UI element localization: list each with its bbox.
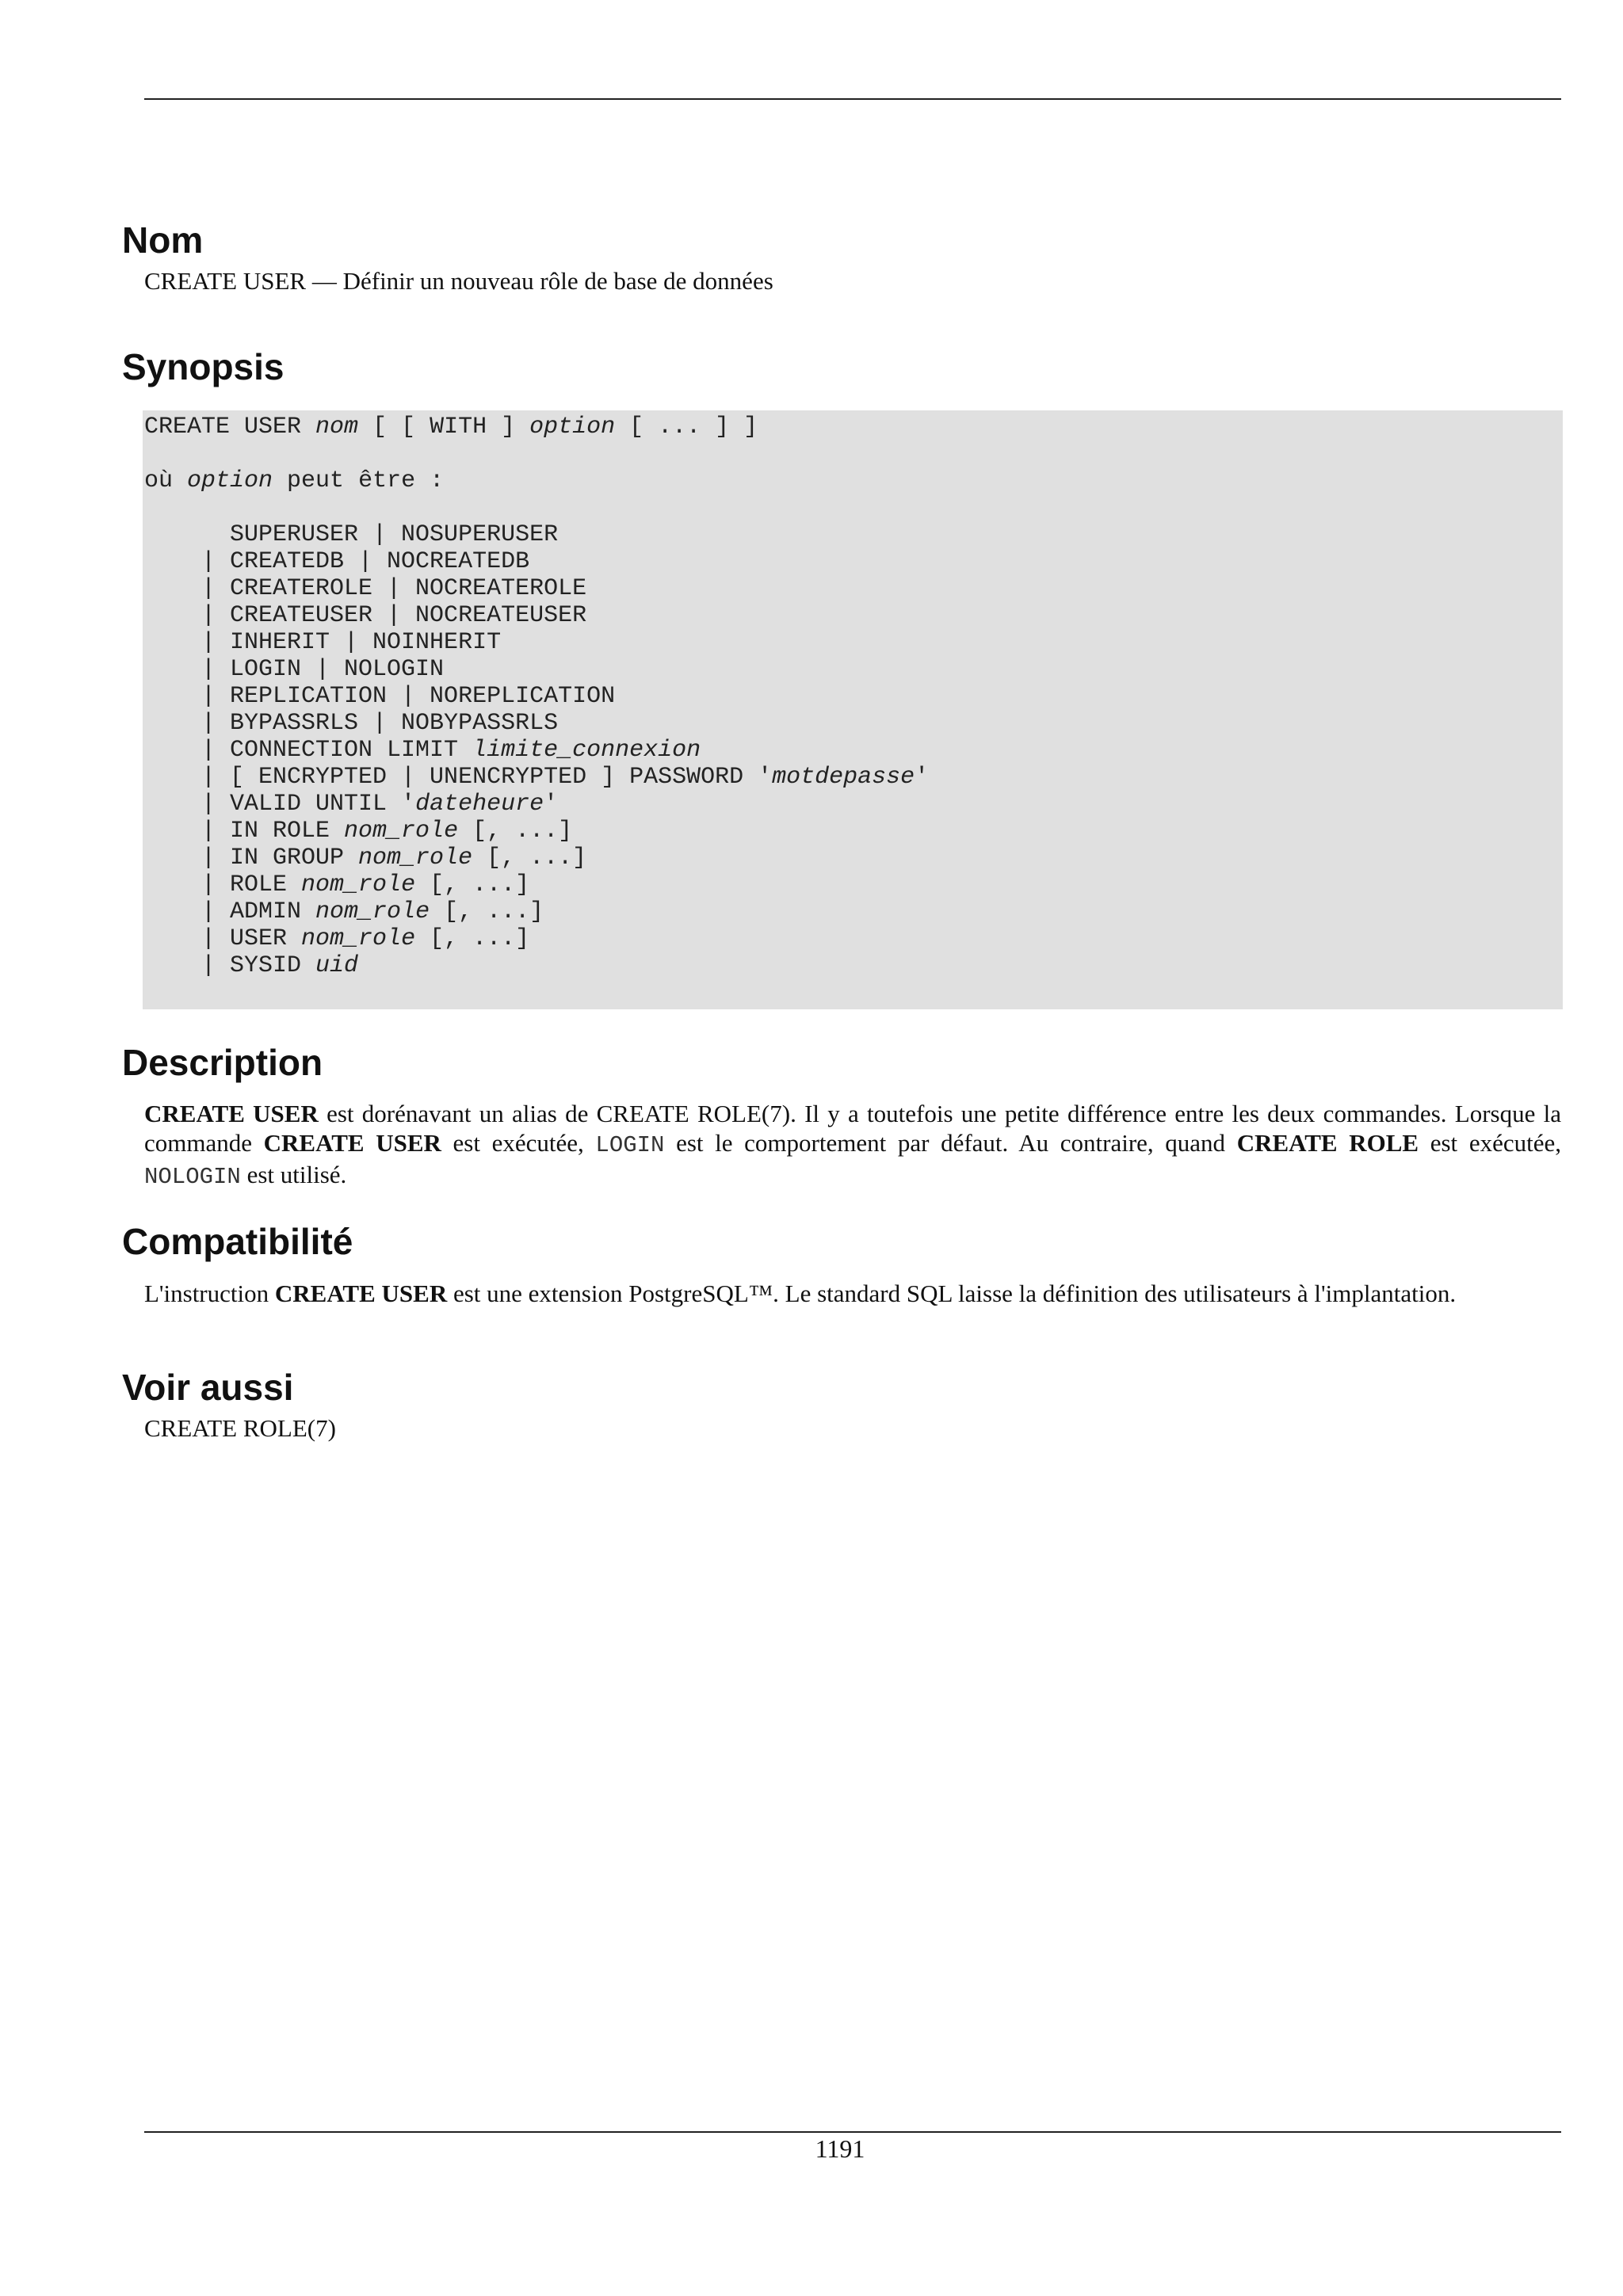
synopsis-text: | USER <box>144 925 302 952</box>
synopsis-line <box>144 683 1563 710</box>
synopsis-text: | VALID UNTIL ' <box>144 791 416 818</box>
synopsis-text: | [ ENCRYPTED | UNENCRYPTED ] PASSWORD ' <box>144 764 773 791</box>
synopsis-text: ' <box>915 764 930 791</box>
synopsis-line <box>144 952 1563 979</box>
synopsis-text: | CONNECTION LIMIT <box>144 737 473 764</box>
synopsis-placeholder: limite_connexion <box>472 737 701 764</box>
synopsis-text: | ADMIN <box>144 898 316 925</box>
section-heading-description: Description <box>122 1042 323 1083</box>
synopsis-line <box>144 818 1563 845</box>
synopsis-placeholder: nom_role <box>344 818 459 845</box>
synopsis-line <box>144 791 1563 818</box>
voir-aussi-text: CREATE ROLE(7) <box>144 1414 336 1442</box>
synopsis-text: [ [ WITH ] <box>358 414 530 441</box>
synopsis-text: CREATE USER <box>144 414 316 441</box>
section-heading-voir-aussi: Voir aussi <box>122 1367 294 1408</box>
compatibilite-paragraph <box>144 1279 1561 1308</box>
description-bold-1: CREATE USER <box>144 1100 319 1127</box>
synopsis-text: ' <box>544 791 559 818</box>
description-bold-3: CREATE ROLE <box>1236 1129 1419 1157</box>
page-number: 1191 <box>815 2134 865 2163</box>
synopsis-text: où <box>144 467 188 494</box>
synopsis-line <box>144 764 1563 791</box>
section-heading-compatibilite: Compatibilité <box>122 1221 353 1262</box>
description-code-nologin: NOLOGIN <box>144 1164 241 1190</box>
synopsis-line <box>144 845 1563 871</box>
synopsis-placeholder: option <box>187 467 273 494</box>
synopsis-placeholder: nom_role <box>301 871 416 898</box>
header-rule <box>144 98 1561 100</box>
description-text-2: est exécutée, <box>441 1129 596 1157</box>
synopsis-text: | ROLE <box>144 871 302 898</box>
synopsis-code-block <box>143 410 1563 1009</box>
synopsis-text: peut être : <box>273 467 445 494</box>
synopsis-text: | BYPASSRLS | NOBYPASSRLS <box>144 710 559 737</box>
synopsis-line <box>144 414 1563 441</box>
synopsis-line <box>144 521 1563 548</box>
synopsis-text: | IN GROUP <box>144 845 359 871</box>
synopsis-text: | IN ROLE <box>144 818 345 845</box>
synopsis-placeholder: option <box>529 414 616 441</box>
section-heading-nom: Nom <box>122 219 204 261</box>
synopsis-placeholder: uid <box>315 952 359 979</box>
synopsis-text: | CREATEUSER | NOCREATEUSER <box>144 602 587 629</box>
synopsis-placeholder: nom_role <box>301 925 416 952</box>
synopsis-line <box>144 710 1563 737</box>
nom-text: CREATE USER — Définir un nouveau rôle de base de données <box>144 267 773 295</box>
synopsis-text: [, ...] <box>415 925 530 952</box>
synopsis-placeholder: nom_role <box>315 898 430 925</box>
synopsis-line <box>144 629 1563 656</box>
synopsis-line <box>144 575 1563 602</box>
synopsis-line <box>144 602 1563 629</box>
synopsis-line <box>144 441 1563 467</box>
description-text-3: est le comportement par défaut. Au contraire, quand <box>664 1129 1237 1157</box>
synopsis-line <box>144 548 1563 575</box>
compatibilite-text-1: L'instruction <box>144 1280 275 1307</box>
synopsis-placeholder: nom_role <box>358 845 473 871</box>
synopsis-text: | REPLICATION | NOREPLICATION <box>144 683 616 710</box>
synopsis-line <box>144 898 1563 925</box>
synopsis-line <box>144 494 1563 521</box>
synopsis-placeholder: dateheure <box>415 791 544 818</box>
synopsis-line <box>144 737 1563 764</box>
description-bold-2: CREATE USER <box>263 1129 441 1157</box>
description-paragraph <box>144 1099 1561 1192</box>
synopsis-text: SUPERUSER | NOSUPERUSER <box>144 521 559 548</box>
description-code-login: LOGIN <box>595 1132 665 1158</box>
description-text-1: est dorénavant un alias de CREATE ROLE(7). Il y a toutefois une petite différence entre les deux commandes. Lorsque la commande <box>144 1100 1561 1157</box>
synopsis-text: | CREATEDB | NOCREATEDB <box>144 548 530 575</box>
synopsis-placeholder: nom <box>315 414 359 441</box>
synopsis-text: | CREATEROLE | NOCREATEROLE <box>144 575 587 602</box>
synopsis-text: [, ...] <box>458 818 573 845</box>
synopsis-text: [, ...] <box>472 845 587 871</box>
section-heading-synopsis: Synopsis <box>122 346 285 387</box>
compatibilite-text-2: est une extension PostgreSQL™. Le standard SQL laisse la définition des utilisateurs à l'implantation. <box>447 1280 1457 1307</box>
synopsis-line <box>144 925 1563 952</box>
compatibilite-bold-1: CREATE USER <box>274 1280 448 1307</box>
synopsis-placeholder: motdepasse <box>772 764 915 791</box>
synopsis-text: [, ...] <box>415 871 530 898</box>
description-text-5: est utilisé. <box>240 1161 347 1188</box>
synopsis-line <box>144 467 1563 494</box>
synopsis-line <box>144 656 1563 683</box>
synopsis-text: | INHERIT | NOINHERIT <box>144 629 502 656</box>
synopsis-line <box>144 871 1563 898</box>
synopsis-text: [ ... ] ] <box>615 414 758 441</box>
synopsis-text: [, ...] <box>430 898 544 925</box>
description-text-4: est exécutée, <box>1419 1129 1561 1157</box>
synopsis-text: | LOGIN | NOLOGIN <box>144 656 445 683</box>
synopsis-text: | SYSID <box>144 952 316 979</box>
